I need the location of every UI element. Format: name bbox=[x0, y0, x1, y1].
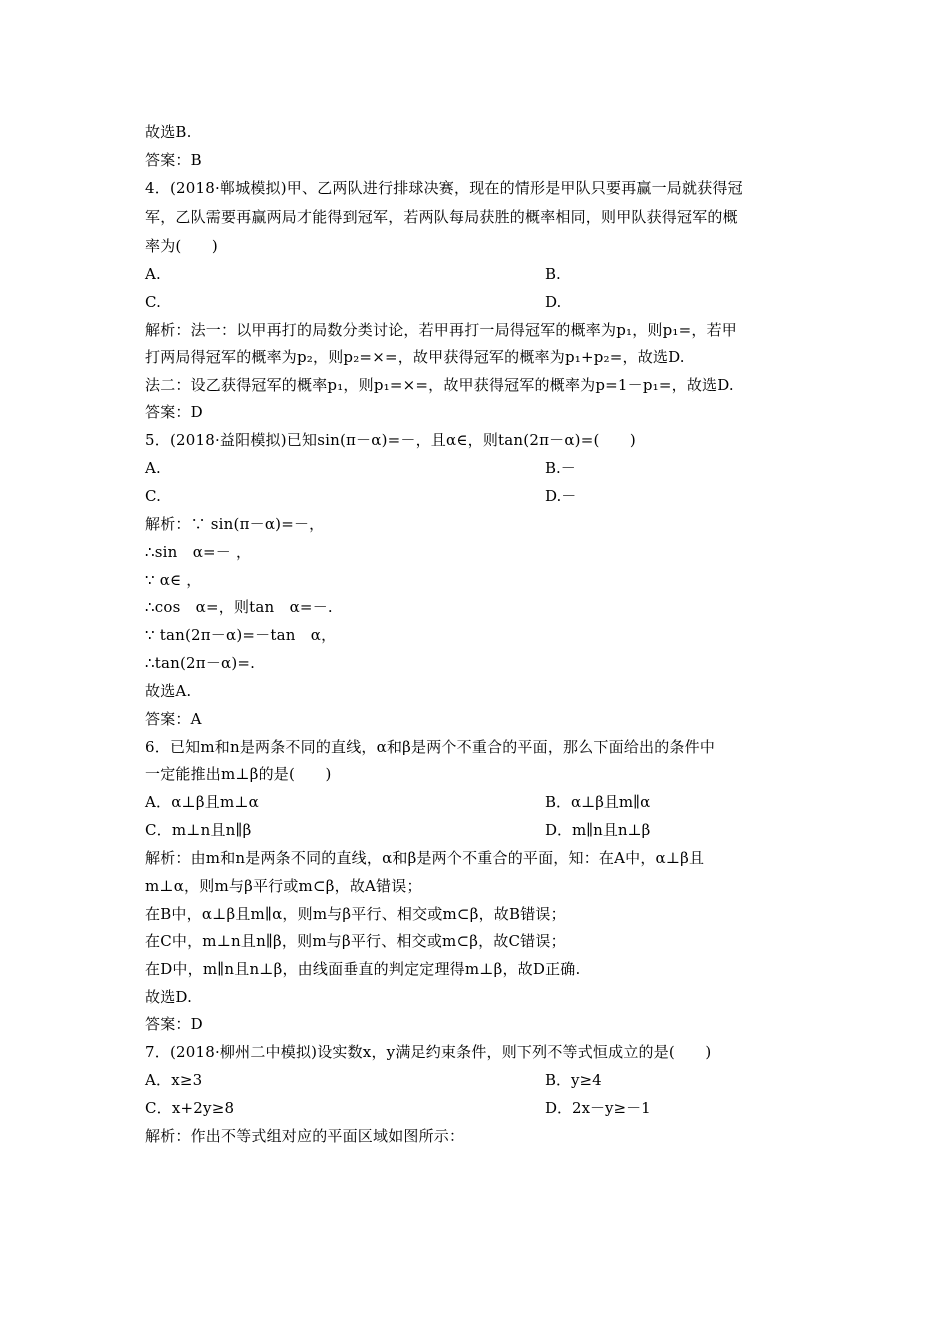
option-b: B. bbox=[545, 265, 561, 283]
question-7-line: 7．(2018·柳州二中模拟)设实数x，y满足约束条件，则下列不等式恒成立的是( ) bbox=[145, 1043, 712, 1061]
solution-line: 在C中，m⊥n且n∥β，则m与β平行、相交或m⊂β，故C错误； bbox=[145, 932, 566, 950]
option-a: A．x≥3 bbox=[145, 1071, 203, 1089]
answer-line: 答案：A bbox=[145, 710, 202, 728]
question-4-line: 4．(2018·郸城模拟)甲、乙两队进行排球决赛，现在的情形是甲队只要再赢一局就获得冠 bbox=[145, 179, 743, 197]
solution-line: ∵ α∈ ， bbox=[145, 571, 202, 589]
option-d: D. bbox=[545, 293, 562, 311]
option-c: C. bbox=[145, 293, 162, 311]
option-c: C．x+2y≥8 bbox=[145, 1099, 235, 1117]
solution-line: 在D中，m∥n且n⊥β，由线面垂直的判定定理得m⊥β，故D正确. bbox=[145, 960, 581, 978]
solution-line: 解析：作出不等式组对应的平面区域如图所示： bbox=[145, 1127, 465, 1145]
solution-line: 在B中，α⊥β且m∥α，则m与β平行、相交或m⊂β，故B错误； bbox=[145, 905, 566, 923]
question-4-line: 率为( ) bbox=[145, 237, 218, 255]
option-d: D．m∥n且n⊥β bbox=[545, 821, 651, 839]
solution-line: 故选A. bbox=[145, 682, 192, 700]
text-line: 故选B. bbox=[145, 123, 192, 141]
question-4-line: 军，乙队需要再赢两局才能得到冠军，若两队每局获胜的概率相同，则甲队获得冠军的概 bbox=[145, 208, 738, 226]
text-line: 答案：B bbox=[145, 151, 202, 169]
question-6-line: 6．已知m和n是两条不同的直线，α和β是两个不重合的平面，那么下面给出的条件中 bbox=[145, 738, 716, 756]
option-b: B．y≥4 bbox=[545, 1071, 602, 1089]
solution-line: ∵ tan(2π－α)=－tan α， bbox=[145, 626, 337, 644]
solution-line: ∴cos α=，则tan α=－. bbox=[145, 598, 333, 616]
solution-line: 法二：设乙获得冠军的概率p₁，则p₁=×=，故甲获得冠军的概率为p=1－p₁=，故选D. bbox=[145, 376, 734, 394]
option-a: A. bbox=[145, 459, 162, 477]
question-6-line: 一定能推出m⊥β的是( ) bbox=[145, 765, 332, 783]
answer-line: 答案：D bbox=[145, 403, 203, 421]
solution-line: 故选D. bbox=[145, 988, 193, 1006]
option-c: C. bbox=[145, 487, 162, 505]
option-d: D．2x－y≥－1 bbox=[545, 1099, 651, 1117]
solution-line: 解析：法一：以甲再打的局数分类讨论，若甲再打一局得冠军的概率为p₁，则p₁=，若甲 bbox=[145, 321, 738, 339]
option-b: B.－ bbox=[545, 459, 576, 477]
option-a: A．α⊥β且m⊥α bbox=[145, 793, 259, 811]
option-b: B．α⊥β且m∥α bbox=[545, 793, 651, 811]
answer-line: 答案：D bbox=[145, 1015, 203, 1033]
solution-line: 解析：∵ sin(π－α)=－， bbox=[145, 515, 325, 533]
solution-line: ∴sin α=－ ， bbox=[145, 543, 252, 561]
option-d: D.－ bbox=[545, 487, 577, 505]
solution-line: m⊥α，则m与β平行或m⊂β，故A错误； bbox=[145, 877, 422, 895]
option-c: C．m⊥n且n∥β bbox=[145, 821, 252, 839]
solution-line: 解析：由m和n是两条不同的直线，α和β是两个不重合的平面，知：在A中，α⊥β且 bbox=[145, 849, 705, 867]
solution-line: 打两局得冠军的概率为p₂，则p₂=×=，故甲获得冠军的概率为p₁+p₂=，故选D. bbox=[145, 348, 685, 366]
option-a: A. bbox=[145, 265, 162, 283]
solution-line: ∴tan(2π－α)=. bbox=[145, 654, 256, 672]
question-5-line: 5．(2018·益阳模拟)已知sin(π－α)=－，且α∈，则tan(2π－α)=( ) bbox=[145, 431, 636, 449]
